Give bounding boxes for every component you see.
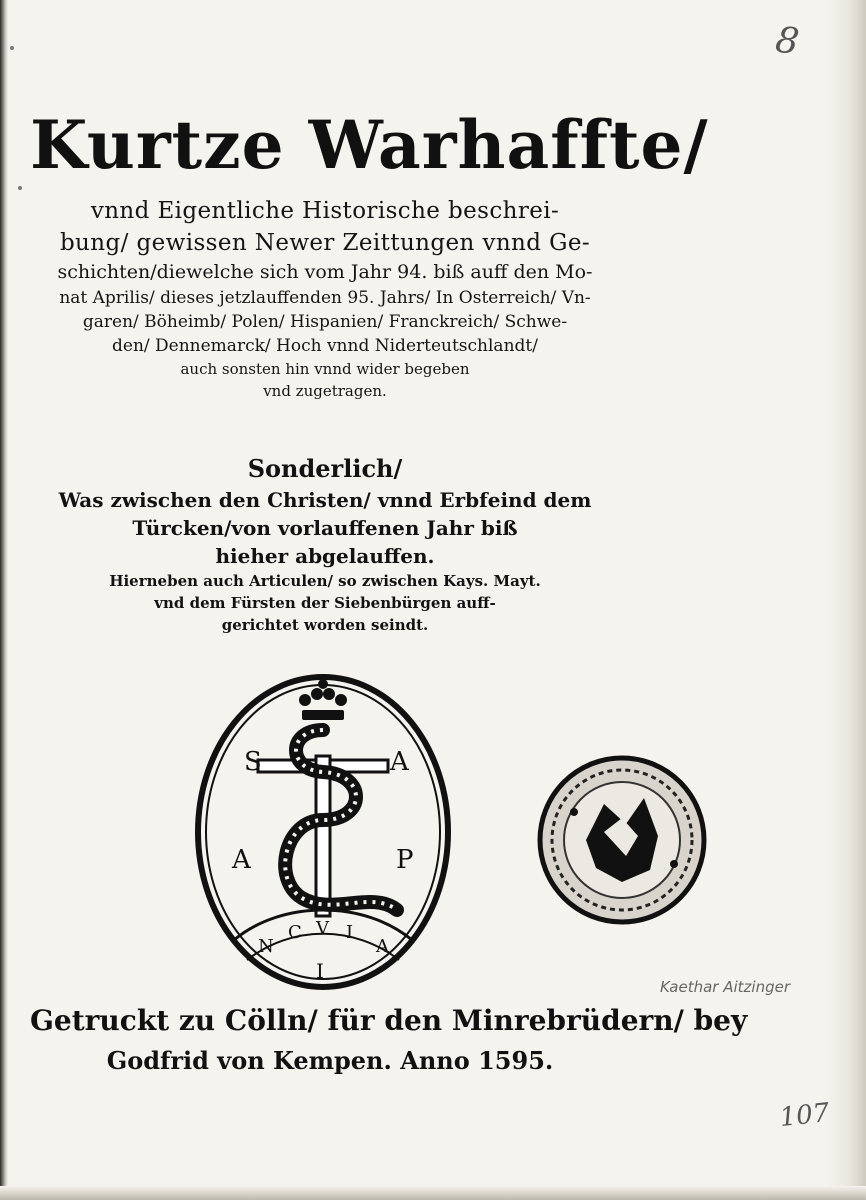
shelf-number: 107 (778, 1098, 831, 1134)
emblem-letter: S (244, 747, 262, 777)
subheading: Sonderlich/ (247, 454, 403, 483)
subheading-block (30, 452, 620, 636)
title-heading: Kurtze Warhaffte/ (30, 106, 709, 184)
emblem-letter: A (232, 845, 251, 875)
imprint-line: Getruckt zu Cölln/ für den Minrebrüdern/ bey (30, 1004, 748, 1037)
description-line: vnnd Eigentliche Historische beschrei- (90, 198, 560, 224)
emblem-letter: A (390, 747, 409, 777)
handwritten-note: Kaethar Aitzinger (660, 978, 791, 996)
crown-icon (299, 679, 347, 720)
subheading-line: Türcken/von vorlauffenen Jahr biß (132, 516, 518, 540)
articles-line: vnd dem Fürsten der Siebenbürgen auff- (154, 594, 496, 612)
emblem-band-letter: N (258, 936, 274, 957)
subheading-line: hieher abgelauffen. (215, 544, 435, 568)
description-line: bung/ gewissen Newer Zeittungen vnnd Ge- (59, 230, 591, 256)
printer-emblem-icon (192, 670, 454, 995)
folio-mark: 8 (772, 19, 802, 64)
description-line: schichten/diewelche sich vom Jahr 94. biß auff den Mo- (57, 261, 593, 283)
description-line: den/ Dennemarck/ Hoch vnnd Niderteutschlandt/ (112, 336, 538, 356)
ink-speck (10, 46, 14, 50)
ink-speck (18, 186, 22, 190)
articles-line: gerichtet worden seindt. (221, 616, 429, 634)
description-line: nat Aprilis/ dieses jetzlauffenden 95. Jahrs/ In Osterreich/ Vn- (59, 288, 591, 308)
emblem-letter: P (396, 845, 414, 875)
emblem-band-letter: I (346, 922, 354, 943)
imprint-line: Godfrid von Kempen. Anno 1595. (106, 1046, 554, 1075)
page-right-edge (826, 0, 866, 1200)
articles-line: Hierneben auch Articulen/ so zwischen Kays. Mayt. (109, 572, 541, 590)
page-left-edge (0, 0, 8, 1200)
description-line: auch sonsten hin vnnd wider begeben (180, 360, 470, 378)
library-stamp-icon (534, 752, 710, 928)
description-line: vnd zugetragen. (263, 382, 387, 400)
emblem-band-letter: V (316, 918, 329, 939)
page-bottom-edge (0, 1186, 866, 1200)
emblem-bottom-letter: I (316, 959, 324, 983)
description-line: garen/ Böheimb/ Polen/ Hispanien/ Franckreich/ Schwe- (82, 312, 568, 332)
emblem-band-letter: C (288, 922, 302, 943)
subheading-line: Was zwischen den Christen/ vnnd Erbfeind dem (58, 488, 592, 512)
description-block (30, 195, 620, 402)
emblem-band-letter: A (376, 936, 389, 957)
imprint-block (30, 1000, 748, 1080)
